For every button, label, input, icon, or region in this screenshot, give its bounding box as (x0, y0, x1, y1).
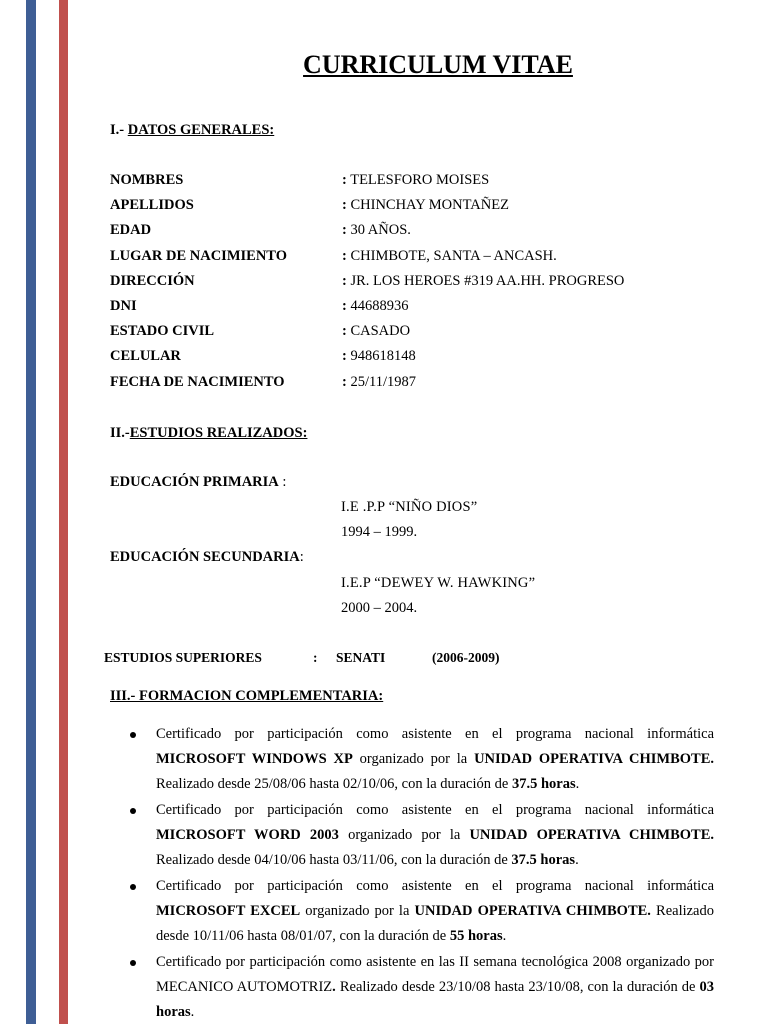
field-colon: : (342, 298, 347, 314)
certificate-text: . (575, 776, 580, 792)
personal-row (110, 222, 730, 242)
section-general-heading (110, 122, 274, 139)
bullet-icon (130, 808, 136, 814)
field-label: DIRECCIÓN (110, 273, 195, 289)
field-label: ESTADO CIVIL (110, 323, 215, 339)
certificate-bold-text: UNIDAD OPERATIVA CHIMBOTE. (474, 751, 714, 767)
field-value-text: 30 AÑOS. (350, 222, 411, 238)
certificate-bold-text: MICROSOFT WINDOWS XP (156, 751, 353, 767)
section-number: I.- (110, 122, 128, 138)
certificate-text: . (190, 1004, 195, 1020)
personal-row (110, 374, 730, 394)
section-training-heading: III.- FORMACION COMPLEMENTARIA: (110, 688, 384, 704)
certificate-item (130, 722, 714, 797)
bullet-icon (130, 884, 136, 890)
bullet-icon (130, 732, 136, 738)
personal-row (110, 273, 730, 293)
field-value-text: 948618148 (350, 348, 416, 364)
field-label: FECHA DE NACIMIENTO (110, 374, 285, 390)
field-value-text: CHIMBOTE, SANTA – ANCASH. (350, 248, 557, 264)
field-value-text: TELESFORO MOISES (350, 172, 490, 188)
section-number: II.- (110, 425, 130, 441)
field-value (342, 222, 411, 239)
field-value (342, 374, 416, 391)
field-label: LUGAR DE NACIMIENTO (110, 248, 287, 264)
secondary-years: 2000 – 2004. (341, 600, 418, 616)
certificate-text: Certificado por participación como asistente en el programa nacional informática (156, 802, 714, 818)
field-colon: : (342, 248, 347, 264)
bullet-icon (130, 960, 136, 966)
field-colon: : (342, 273, 347, 289)
field-value-text: 25/11/1987 (350, 374, 416, 390)
certificate-item (130, 874, 714, 949)
field-value (342, 248, 557, 265)
field-value-text: 44688936 (350, 298, 409, 314)
certificate-text: Realizado desde 23/10/08 hasta 23/10/08, con la duración de (335, 979, 700, 995)
field-label: DNI (110, 298, 137, 314)
certificate-bold-text: UNIDAD OPERATIVA CHIMBOTE. (414, 903, 651, 919)
field-colon: : (342, 222, 347, 238)
certificate-text: Certificado por participación como asistente en el programa nacional informática (156, 878, 714, 894)
certificate-text: Realizado desde 04/10/06 hasta 03/11/06, con la duración de (156, 852, 512, 868)
certificate-text: . (575, 852, 579, 868)
field-colon: : (342, 172, 347, 188)
certificate-text: Realizado desde 25/08/06 hasta 02/10/06, con la duración de (156, 776, 512, 792)
field-value (342, 273, 624, 290)
certificate-text: organizado por la (338, 827, 470, 843)
field-value (342, 348, 416, 365)
primary-years: 1994 – 1999. (341, 524, 418, 540)
certificate-text: Certificado por participación como asistente en las II semana tecnológica 2008 organizado por MECANICO AUTOMOTRIZ (156, 954, 714, 995)
certificates-list (130, 722, 714, 1026)
certificate-item (130, 950, 714, 1025)
certificate-bold-text: 55 horas (449, 928, 503, 944)
field-label: NOMBRES (110, 172, 184, 188)
secondary-school: I.E.P “DEWEY W. HAWKING” (341, 575, 536, 591)
personal-row (110, 172, 730, 192)
field-label: EDAD (110, 222, 152, 238)
personal-row (110, 248, 730, 268)
field-colon: : (342, 197, 347, 213)
personal-row (110, 298, 730, 318)
field-value-text: JR. LOS HEROES #319 AA.HH. PROGRESO (350, 273, 625, 289)
certificate-text: Realizado desde 10/11/06 hasta 08/01/07, con la duración de (156, 903, 714, 944)
section-studies-heading (110, 425, 307, 442)
field-value-text: CHINCHAY MONTAÑEZ (350, 197, 509, 213)
certificate-bold-text: 37.5 horas (511, 852, 576, 868)
personal-row (110, 323, 730, 343)
field-colon: : (342, 323, 347, 339)
page-title: CURRICULUM VITAE (303, 50, 573, 79)
certificate-bold-text: 37.5 horas (511, 776, 576, 792)
certificate-text: . (502, 928, 507, 944)
higher-education-separator: : (313, 650, 318, 665)
certificate-item (130, 798, 714, 873)
field-value (342, 172, 489, 189)
section-label: DATOS GENERALES: (127, 122, 275, 138)
section-label: ESTUDIOS REALIZADOS: (129, 425, 308, 441)
certificate-bold-text: MICROSOFT WORD 2003 (156, 827, 339, 843)
higher-education-school: SENATI (336, 650, 386, 665)
certificate-bold-text: MICROSOFT EXCEL (156, 903, 301, 919)
higher-education-label: ESTUDIOS SUPERIORES (104, 650, 262, 665)
certificate-text: organizado por la (352, 751, 475, 767)
higher-education-years: (2006-2009) (432, 650, 500, 665)
certificate-bold-text: . (332, 979, 336, 995)
personal-row (110, 348, 730, 368)
field-value (342, 298, 408, 315)
primary-education-label: EDUCACIÓN PRIMARIA : (110, 474, 287, 490)
field-colon: : (342, 348, 347, 364)
certificate-bold-text: UNIDAD OPERATIVA CHIMBOTE. (469, 827, 715, 843)
secondary-education-label: EDUCACIÓN SECUNDARIA: (110, 549, 304, 565)
certificate-text: organizado por la (300, 903, 415, 919)
primary-school: I.E .P.P “NIÑO DIOS” (341, 499, 478, 515)
field-label: CELULAR (110, 348, 181, 364)
certificate-bold-text: 03 horas (156, 979, 714, 1020)
field-colon: : (342, 374, 347, 390)
personal-row (110, 197, 730, 217)
field-label: APELLIDOS (110, 197, 194, 213)
certificate-text: Certificado por participación como asistente en el programa nacional informática (156, 726, 714, 742)
field-value (342, 323, 410, 340)
field-value-text: CASADO (350, 323, 411, 339)
field-value (342, 197, 509, 214)
